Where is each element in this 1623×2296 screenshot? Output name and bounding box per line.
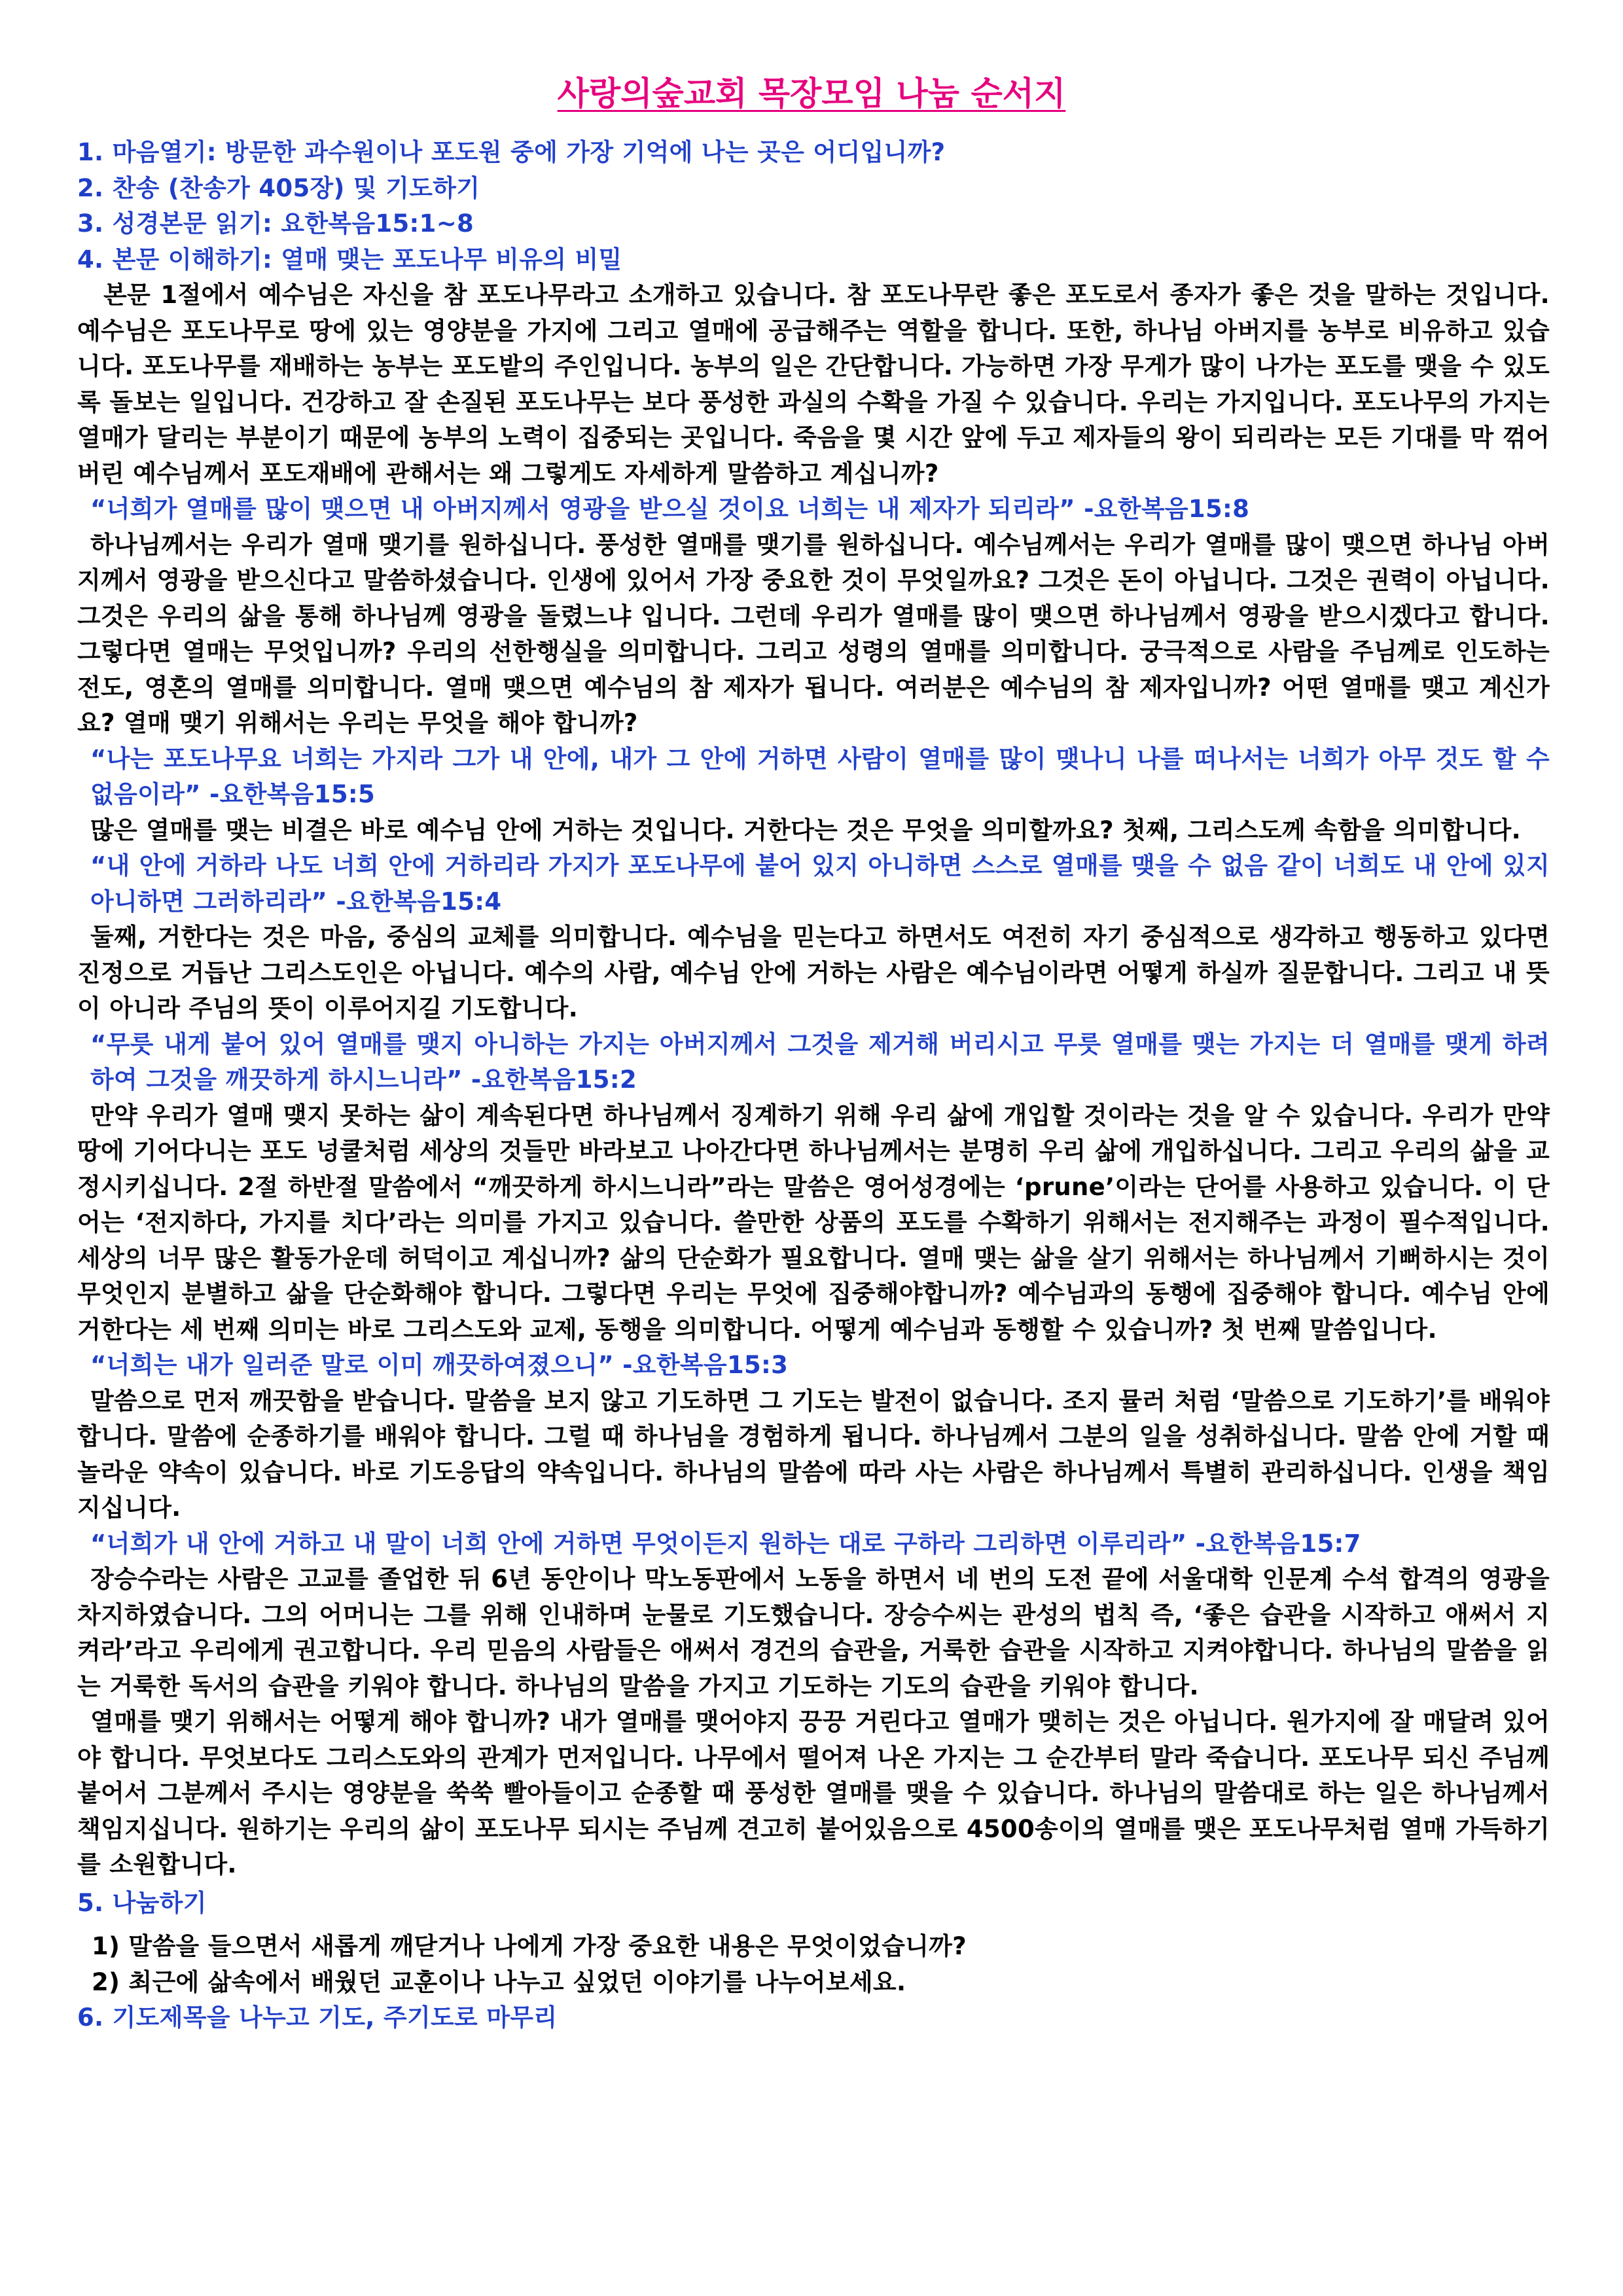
heading-5: 5. 나눔하기 [77, 1888, 207, 1917]
scripture-quote-4: “무릇 내게 붙어 있어 열매를 맺지 아니하는 가지는 아버지께서 그것을 제거해 버리시고 무릇 열매를 맺는 가지는 더 열매를 맺게 하려 하여 그것을 깨끗하게 하시느니라” -요한복음15:2 [90, 1030, 1550, 1094]
body-paragraph-7: 장승수라는 사람은 고교를 졸업한 뒤 6년 동안이나 막노동판에서 노동을 하면서 네 번의 도전 끝에 서울대학 인문계 수석 합격의 영광을 차지하였습니다. 그의 어머니는 그를 위해 인내하며 눈물로 기도했습니다. 장승수씨는 관성의 법칙 즉, ‘좋은 습관을 시작하고 애써서 지켜라’라고 우리에게 권고합니다. 우리 믿음의 사람들은 애써서 경건의 습관을, 거룩한 습관을 시작하고 지켜야합니다. 하나님의 말씀을 읽는 거룩한 독서의 습관을 키워야 합니다. 하나님의 말씀을 가지고 기도하는 기도의 습관을 키워야 합니다. [77, 1565, 1550, 1700]
scripture-quote-3: “내 안에 거하라 나도 너희 안에 거하리라 가지가 포도나무에 붙어 있지 아니하면 스스로 열매를 맺을 수 없음 같이 너희도 내 안에 있지 아니하면 그러하리라” -요한복음15:4 [90, 852, 1550, 916]
body-paragraph-2: 하나님께서는 우리가 열매 맺기를 원하십니다. 풍성한 열매를 맺기를 원하십니다. 예수님께서는 우리가 열매를 많이 맺으면 하나님 아버지께서 영광을 받으신다고 말씀하셨습니다. 인생에 있어서 가장 중요한 것이 무엇일까요? 그것은 돈이 아닙니다. 그것은 권력이 아닙니다. 그것은 우리의 삶을 통해 하나님께 영광을 돌렸느냐 입니다. 그런데 우리가 열매를 많이 맺으면 하나님께서 영광을 받으시겠다고 합니다. 그렇다면 열매는 무엇입니까? 우리의 선한행실을 의미합니다. 그리고 성령의 열매를 의미합니다. 궁극적으로 사람을 주님께로 인도하는 전도, 영혼의 열매를 의미합니다. 열매 맺으면 예수님의 참 제자가 됩니다. 여러분은 예수님의 참 제자입니까? 어떤 열매를 맺고 계신가요? 열매 맺기 위해서는 우리는 무엇을 해야 합니까? [77, 530, 1550, 737]
scripture-quote-5: “너희는 내가 일러준 말로 이미 깨끗하여졌으니” -요한복음15:3 [90, 1351, 789, 1379]
scripture-quote-6: “너희가 내 안에 거하고 내 말이 너희 안에 거하면 무엇이든지 원하는 대로 구하라 그리하면 이루리라” -요한복음15:7 [90, 1529, 1361, 1558]
body-paragraph-6: 말씀으로 먼저 깨끗함을 받습니다. 말씀을 보지 않고 기도하면 그 기도는 발전이 없습니다. 조지 뮬러 처럼 ‘말씀으로 기도하기’를 배워야 합니다. 말씀에 순종하기를 배워야 합니다. 그럴 때 하나님을 경험하게 됩니다. 하나님께서 그분의 일을 성취하십니다. 말씀 안에 거할 때 놀라운 약속이 있습니다. 바로 기도응답의 약속입니다. 하나님의 말씀에 따라 사는 사람은 하나님께서 특별히 관리하십니다. 인생을 책임지십니다. [77, 1386, 1550, 1522]
scripture-quote-2: “나는 포도나무요 너희는 가지라 그가 내 안에, 내가 그 안에 거하면 사람이 열매를 많이 맺나니 나를 떠나서는 너희가 아무 것도 할 수 없음이라” -요한복음15:5 [90, 744, 1550, 808]
page-title: 사랑의숲교회 목장모임 나눔 순서지 [557, 75, 1066, 113]
heading-4: 4. 본문 이해하기: 열매 맺는 포도나무 비유의 비밀 [77, 245, 622, 274]
body-paragraph-5: 만약 우리가 열매 맺지 못하는 삶이 계속된다면 하나님께서 징계하기 위해 우리 삶에 개입할 것이라는 것을 알 수 있습니다. 우리가 만약 땅에 기어다니는 포도 넝쿨처럼 세상의 것들만 바라보고 나아간다면 하나님께서는 분명히 우리 삶에 개입하십니다. 그리고 우리의 삶을 교정시키십니다. 2절 하반절 말씀에서 “깨끗하게 하시느니라”라는 말씀은 영어성경에는 ‘prune’이라는 단어를 사용하고 있습니다. 이 단어는 ‘전지하다, 가지를 치다’라는 의미를 가지고 있습니다. 쓸만한 상품의 포도를 수확하기 위해서는 전지해주는 과정이 필수적입니다. 세상의 너무 많은 활동가운데 허덕이고 계십니까? 삶의 단순화가 필요합니다. 열매 맺는 삶을 살기 위해서는 하나님께서 기뻐하시는 것이 무엇인지 분별하고 삶을 단순화해야 합니다. 그렇다면 우리는 무엇에 집중해야합니까? 예수님과의 동행에 집중해야 합니다. 예수님 안에 거한다는 세 번째 의미는 바로 그리스도와 교제, 동행을 의미합니다. 어떻게 예수님과 동행할 수 있습니까? 첫 번째 말씀입니다. [77, 1101, 1550, 1344]
heading-1: 1. 마음열기: 방문한 과수원이나 포도원 중에 가장 기억에 나는 곳은 어디입니까? [77, 138, 946, 166]
sharing-question-1: 1) 말씀을 들으면서 새롭게 깨닫거나 나에게 가장 중요한 내용은 무엇이었습니까? [92, 1932, 967, 1960]
scripture-quote-1: “너희가 열매를 많이 맺으면 내 아버지께서 영광을 받으실 것이요 너희는 내 제자가 되리라” -요한복음15:8 [90, 495, 1250, 523]
body-paragraph-3: 많은 열매를 맺는 비결은 바로 예수님 안에 거하는 것입니다. 거한다는 것은 무엇을 의미할까요? 첫째, 그리스도께 속함을 의미합니다. [90, 816, 1521, 844]
sharing-question-2: 2) 최근에 삶속에서 배웠던 교훈이나 나누고 싶었던 이야기를 나누어보세요. [92, 1967, 906, 1996]
document-body [77, 135, 1550, 2036]
body-paragraph-1: 본문 1절에서 예수님은 자신을 참 포도나무라고 소개하고 있습니다. 참 포도나무란 좋은 포도로서 종자가 좋은 것을 말하는 것입니다. 예수님은 포도나무로 땅에 있는 영양분을 가지에 그리고 열매에 공급해주는 역할을 합니다. 또한, 하나님 아버지를 농부로 비유하고 있습니다. 포도나무를 재배하는 농부는 포도밭의 주인입니다. 농부의 일은 간단합니다. 가능하면 가장 무게가 많이 나가는 포도를 맺을 수 있도록 돌보는 일입니다. 건강하고 잘 손질된 포도나무는 보다 풍성한 과실의 수확을 가질 수 있습니다. 우리는 가지입니다. 포도나무의 가지는 열매가 달리는 부분이기 때문에 농부의 노력이 집중되는 곳입니다. 죽음을 몇 시간 앞에 두고 제자들의 왕이 되리라는 모든 기대를 막 꺾어버린 예수님께서 포도재배에 관해서는 왜 그렇게도 자세하게 말씀하고 계십니까? [77, 281, 1550, 488]
heading-2: 2. 찬송 (찬송가 405장) 및 기도하기 [77, 173, 480, 202]
heading-6: 6. 기도제목을 나누고 기도, 주기도로 마무리 [77, 2003, 558, 2032]
body-paragraph-4: 둘째, 거한다는 것은 마음, 중심의 교체를 의미합니다. 예수님을 믿는다고 하면서도 여전히 자기 중심적으로 생각하고 행동하고 있다면 진정으로 거듭난 그리스도인은 아닙니다. 예수의 사람, 예수님 안에 거하는 사람은 예수님이라면 어떻게 하실까 질문합니다. 그리고 내 뜻이 아니라 주님의 뜻이 이루어지길 기도합니다. [77, 923, 1550, 1022]
heading-3: 3. 성경본문 읽기: 요한복음15:1~8 [77, 209, 474, 238]
body-paragraph-8: 열매를 맺기 위해서는 어떻게 해야 합니까? 내가 열매를 맺어야지 끙끙 거린다고 열매가 맺히는 것은 아닙니다. 원가지에 잘 매달려 있어야 합니다. 무엇보다도 그리스도와의 관계가 먼저입니다. 나무에서 떨어져 나온 가지는 그 순간부터 말라 죽습니다. 포도나무 되신 주님께 붙어서 그분께서 주시는 영양분을 쑥쑥 빨아들이고 순종할 때 풍성한 열매를 맺을 수 있습니다. 하나님의 말씀대로 하는 일은 하나님께서 책임지십니다. 원하기는 우리의 삶이 포도나무 되시는 주님께 견고히 붙어있음으로 4500송이의 열매를 맺은 포도나무처럼 열매 가득하기를 소원합니다. [77, 1708, 1550, 1878]
